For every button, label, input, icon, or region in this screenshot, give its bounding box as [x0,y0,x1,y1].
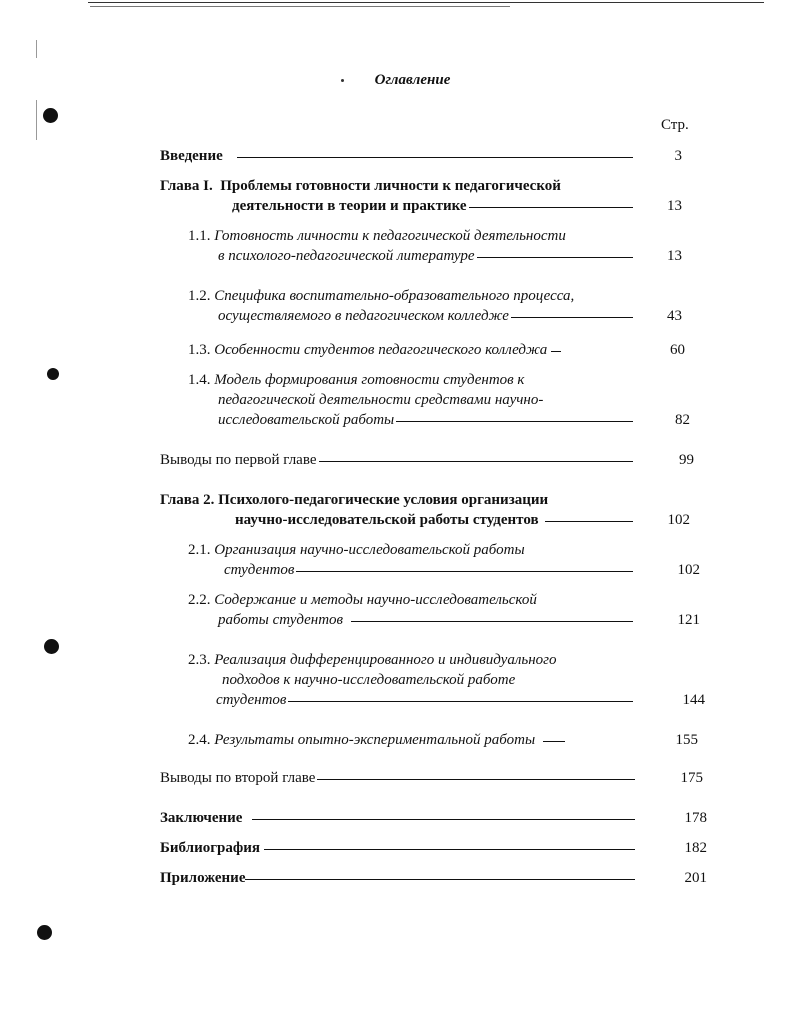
toc-entry[interactable] [188,370,633,430]
toc-entry-prefix: 1.1. [188,228,211,244]
leader-line [237,157,633,158]
toc-entry-prefix: 2.3. [188,652,211,668]
toc-entry[interactable] [188,226,633,266]
toc-page-number: 3 [674,148,682,164]
toc-page-number: 102 [677,562,700,578]
page-title: Оглавление [374,72,451,88]
toc-entry-label: Психолого-педагогические условия организации [218,492,549,508]
toc-page-number: 60 [670,342,685,358]
toc-entry[interactable] [188,340,633,360]
toc-page-number: 13 [667,248,682,264]
scan-border-line [90,6,510,7]
leader-line [511,317,633,318]
page-column-label: Стр. [661,117,689,133]
scan-border-line [88,2,764,3]
toc-entry-label: подходов к научно-исследовательской работе [222,672,516,688]
punch-hole [47,368,59,380]
toc-entry[interactable] [160,490,633,530]
toc-entry-label: Выводы по первой главе [160,452,317,468]
leader-line [477,257,633,258]
toc-entry-label: научно-исследовательской работы студентов [235,512,539,528]
toc-entry[interactable] [160,146,633,166]
toc-entry-label: Содержание и методы научно-исследовательской [214,592,537,608]
leader-line [252,819,635,820]
leader-line [264,849,635,850]
toc-entry-prefix: 1.4. [188,372,211,388]
toc-page-number: 43 [667,308,682,324]
toc-entry-prefix: Глава 2. [160,492,215,508]
toc-page-number: 178 [684,810,707,826]
toc-entry[interactable] [188,540,633,580]
leader-line [545,521,633,522]
toc-entry[interactable] [160,808,635,828]
toc-entry[interactable] [188,650,633,710]
toc-entry-prefix: 2.2. [188,592,211,608]
toc-entry[interactable] [188,590,633,630]
toc-entry-label: работы студентов [218,612,344,628]
toc-entry[interactable] [160,768,635,788]
toc-entry[interactable] [160,450,633,470]
toc-entry-label: Выводы по второй главе [160,770,316,786]
toc-entry[interactable] [160,838,635,858]
leader-line [288,701,633,702]
toc-entry[interactable] [188,730,633,750]
punch-hole [43,108,58,123]
leader-line [396,421,633,422]
toc-entry-label: Организация научно-исследовательской работы [214,542,525,558]
toc-page-number: 155 [675,732,698,748]
toc-entry-label: Заключение [160,810,243,826]
toc-page-number: 144 [682,692,705,708]
toc-entry-prefix: 2.4. [188,732,211,748]
leader-line [245,879,635,880]
toc-page-number: 13 [667,198,682,214]
toc-entry-prefix: 2.1. [188,542,211,558]
toc-page-number: 102 [667,512,690,528]
toc-entry-label: педагогической деятельности средствами научно- [218,392,544,408]
toc-entry-label: Приложение [160,870,246,886]
toc-page-number: 82 [675,412,690,428]
leader-line [351,621,633,622]
toc-entry[interactable] [188,286,633,326]
toc-entry-prefix: Глава I. [160,178,213,194]
toc-entry-label: Проблемы готовности личности к педагогической [220,178,561,194]
toc-entry-label: осуществляемого в педагогическом колледже [218,308,509,324]
toc-entry[interactable] [160,868,635,888]
toc-page-number: 99 [679,452,694,468]
toc-entry-prefix: 1.3. [188,342,211,358]
leader-line [469,207,633,208]
toc-entry-label: Реализация дифференцированного и индивидуального [214,652,557,668]
scan-edge-mark [36,40,37,58]
toc-entry-label: студентов [216,692,287,708]
toc-entry-label: деятельности в теории и практике [232,198,467,214]
toc-entry-label: Особенности студентов педагогического колледжа [214,342,548,358]
leader-line [551,351,561,352]
toc-page-number: 121 [677,612,700,628]
toc-entry-label: студентов [224,562,295,578]
toc-page-number: 182 [684,840,707,856]
toc-page-number: 175 [680,770,703,786]
toc-entry-label: Библиография [160,840,261,856]
leader-line [296,571,633,572]
toc-entry-label: в психолого-педагогической литературе [218,248,475,264]
leader-line [319,461,634,462]
toc-entry-label: исследовательской работы [218,412,395,428]
toc-entry-label: Модель формирования готовности студентов к [214,372,525,388]
leader-line [317,779,635,780]
scan-edge-mark [36,100,37,140]
toc-entry-label: Результаты опытно-экспериментальной работы [214,732,536,748]
toc-entry-label: Специфика воспитательно-образовательного процесса, [214,288,575,304]
leader-line [543,741,565,742]
toc-entry-prefix: 1.2. [188,288,211,304]
punch-hole [44,639,59,654]
punch-hole [37,925,52,940]
toc-page-number: 201 [684,870,707,886]
toc-entry[interactable] [160,176,633,216]
toc-entry-label: Готовность личности к педагогической деятельности [214,228,566,244]
toc-entry-label: Введение [160,148,223,164]
